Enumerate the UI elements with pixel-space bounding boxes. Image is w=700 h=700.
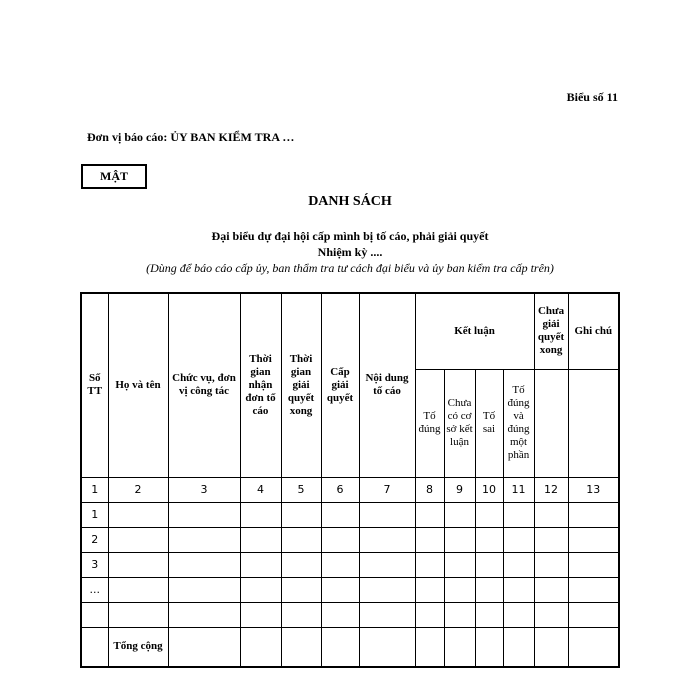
usage-note: (Dùng để báo cáo cấp ủy, ban thẩm tra tư cách đại biểu và ủy ban kiểm tra cấp trên) [146, 261, 554, 275]
column-number: 10 [475, 477, 503, 502]
header-name: Họ và tên [108, 293, 168, 477]
column-number: 5 [281, 477, 321, 502]
table-row [81, 577, 619, 602]
row-number: 1 [81, 502, 108, 527]
header-unresolved: Chưa giải quyết xong [534, 293, 568, 369]
header-conclusion: Kết luận [415, 293, 534, 369]
row-number: 3 [81, 552, 108, 577]
column-number: 2 [108, 477, 168, 502]
header-stt: Số TT [81, 293, 108, 477]
report-table [80, 292, 620, 668]
column-number: 8 [415, 477, 444, 502]
column-number: 12 [534, 477, 568, 502]
table-row [81, 552, 619, 577]
header-unresolved-empty [534, 369, 568, 477]
column-number: 9 [444, 477, 475, 502]
table-row [81, 602, 619, 627]
header-conclusion-partly: Tố đúng và đúng một phần [503, 369, 534, 477]
total-row [81, 627, 619, 667]
table-row [81, 502, 619, 527]
form-number: Biểu số 11 [566, 90, 618, 104]
document-title: DANH SÁCH [308, 194, 392, 209]
header-conclusion-correct: Tố đúng [415, 369, 444, 477]
column-number: 3 [168, 477, 240, 502]
header-received-time: Thời gian nhận đơn tố cáo [240, 293, 281, 477]
header-conclusion-wrong: Tố sai [475, 369, 503, 477]
header-position: Chức vụ, đơn vị công tác [168, 293, 240, 477]
column-number: 13 [568, 477, 619, 502]
header-level: Cấp giải quyết [321, 293, 359, 477]
column-number-row [81, 477, 619, 502]
table-row [81, 527, 619, 552]
secret-label: MẬT [100, 169, 128, 183]
term-line: Nhiệm kỳ .... [317, 245, 383, 259]
reporting-unit: Đơn vị báo cáo: ỦY BAN KIỂM TRA … [87, 130, 295, 144]
column-number: 6 [321, 477, 359, 502]
header-content: Nội dung tố cáo [359, 293, 415, 477]
row-number: ... [81, 577, 108, 602]
column-number: 11 [503, 477, 534, 502]
row-number: 2 [81, 527, 108, 552]
header-conclusion-no-basis: Chưa có cơ sở kết luận [444, 369, 475, 477]
header-notes: Ghi chú [568, 293, 619, 369]
total-label: Tổng cộng [108, 627, 168, 667]
column-number: 7 [359, 477, 415, 502]
header-notes-empty [568, 369, 619, 477]
header-resolved-time: Thời gian giải quyết xong [281, 293, 321, 477]
document-subtitle: Đại biểu dự đại hội cấp mình bị tố cáo, phải giải quyết [211, 229, 489, 243]
column-number: 4 [240, 477, 281, 502]
secret-stamp [81, 164, 147, 189]
column-number: 1 [81, 477, 108, 502]
